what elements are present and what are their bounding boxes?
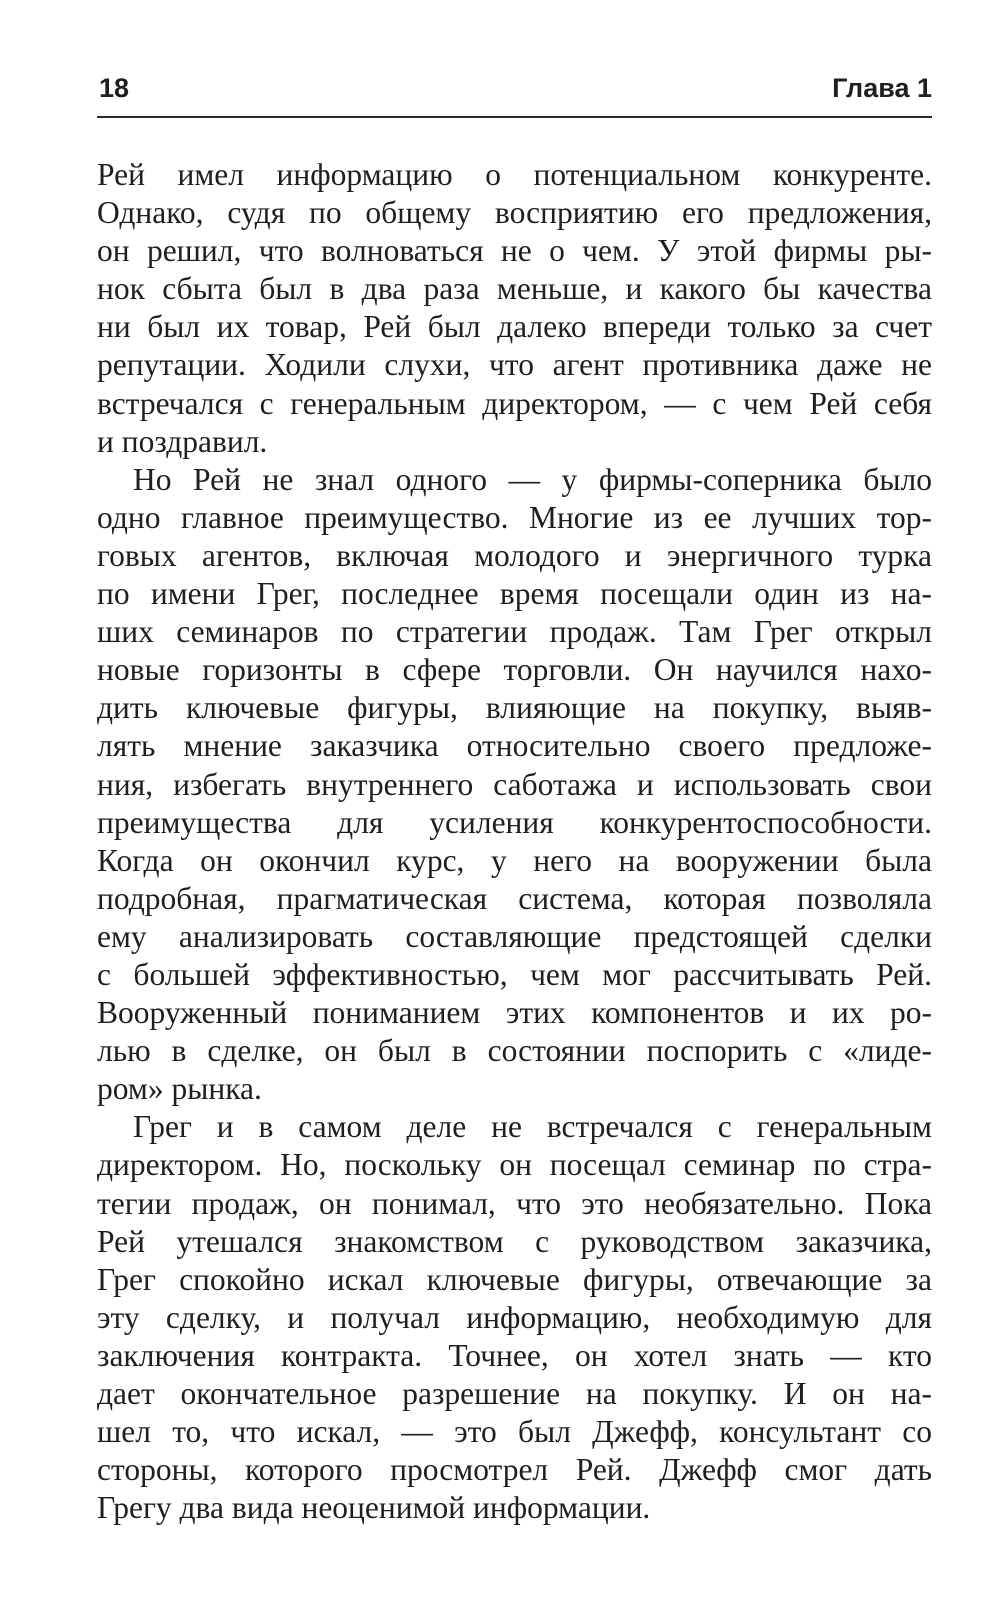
text-line: ни был их товар, Рей был далеко впереди только за счет [97, 309, 932, 345]
text-line: одно главное преимущество. Многие из ее лучших тор- [97, 499, 932, 535]
paragraph [97, 1108, 932, 1527]
text-line: Грегу два вида неоценимой информации. [97, 1490, 651, 1526]
page-number: 18 [99, 73, 130, 103]
text-line: тегии продаж, он понимал, что это необязательно. Пока [97, 1185, 932, 1221]
text-line: стороны, которого просмотрел Рей. Джефф смог дать [97, 1452, 932, 1488]
text-line: нок сбыта был в два раза меньше, и какого бы качества [97, 271, 932, 307]
text-line: ния, избегать внутреннего саботажа и использовать свои [97, 766, 932, 802]
text-line: шел то, что искал, — это был Джефф, консультант со [97, 1414, 932, 1450]
paragraph [97, 461, 932, 1109]
text-line: эту сделку, и получал информацию, необходимую для [97, 1299, 932, 1335]
text-line: преимущества для усиления конкурентоспособности. [97, 804, 932, 840]
text-line: Грег спокойно искал ключевые фигуры, отвечающие за [97, 1261, 932, 1297]
text-line: ром» рынка. [97, 1071, 262, 1107]
text-line: лью в сделке, он был в состоянии поспорить с «лиде- [97, 1033, 932, 1069]
text-line: он решил, что волноваться не о чем. У этой фирмы ры- [97, 233, 932, 269]
text-line: ему анализировать составляющие предстоящей сделки [97, 918, 932, 954]
body-text [97, 156, 932, 1527]
text-line: Но Рей не знал одного — у фирмы-соперника было [133, 461, 932, 497]
text-line: и поздравил. [97, 423, 268, 459]
text-line: лять мнение заказчика относительно своего предложе- [97, 728, 932, 764]
text-line: заключения контракта. Точнее, он хотел знать — кто [97, 1337, 932, 1373]
book-page [97, 60, 932, 1560]
running-head [97, 60, 932, 118]
text-line: встречался с генеральным директором, — с чем Рей себя [97, 385, 932, 421]
text-line: ших семинаров по стратегии продаж. Там Грег открыл [97, 614, 932, 650]
text-line: директором. Но, поскольку он посещал семинар по стра- [97, 1147, 932, 1183]
chapter-title: Глава 1 [832, 73, 932, 103]
text-line: Вооруженный пониманием этих компонентов и их ро- [97, 995, 932, 1031]
text-line: Грег и в самом деле не встречался с генеральным [133, 1109, 932, 1145]
text-line: Однако, судя по общему восприятию его предложения, [97, 195, 932, 231]
text-line: по имени Грег, последнее время посещали один из на- [97, 576, 932, 612]
text-line: дает окончательное разрешение на покупку. И он на- [97, 1376, 932, 1411]
text-line: с большей эффективностью, чем мог рассчитывать Рей. [97, 956, 932, 992]
paragraph [97, 156, 932, 461]
text-line: подробная, прагматическая система, которая позволяла [97, 880, 932, 916]
text-line: новые горизонты в сфере торговли. Он научился нахо- [97, 652, 932, 688]
text-line: Рей имел информацию о потенциальном конкуренте. [97, 157, 932, 192]
text-line: Рей утешался знакомством с руководством заказчика, [97, 1223, 932, 1259]
text-line: репутации. Ходили слухи, что агент противника даже не [97, 347, 932, 383]
text-line: Когда он окончил курс, у него на вооружении была [97, 842, 932, 878]
text-line: дить ключевые фигуры, влияющие на покупку, выяв- [97, 690, 932, 726]
text-line: говых агентов, включая молодого и энергичного турка [97, 537, 932, 573]
